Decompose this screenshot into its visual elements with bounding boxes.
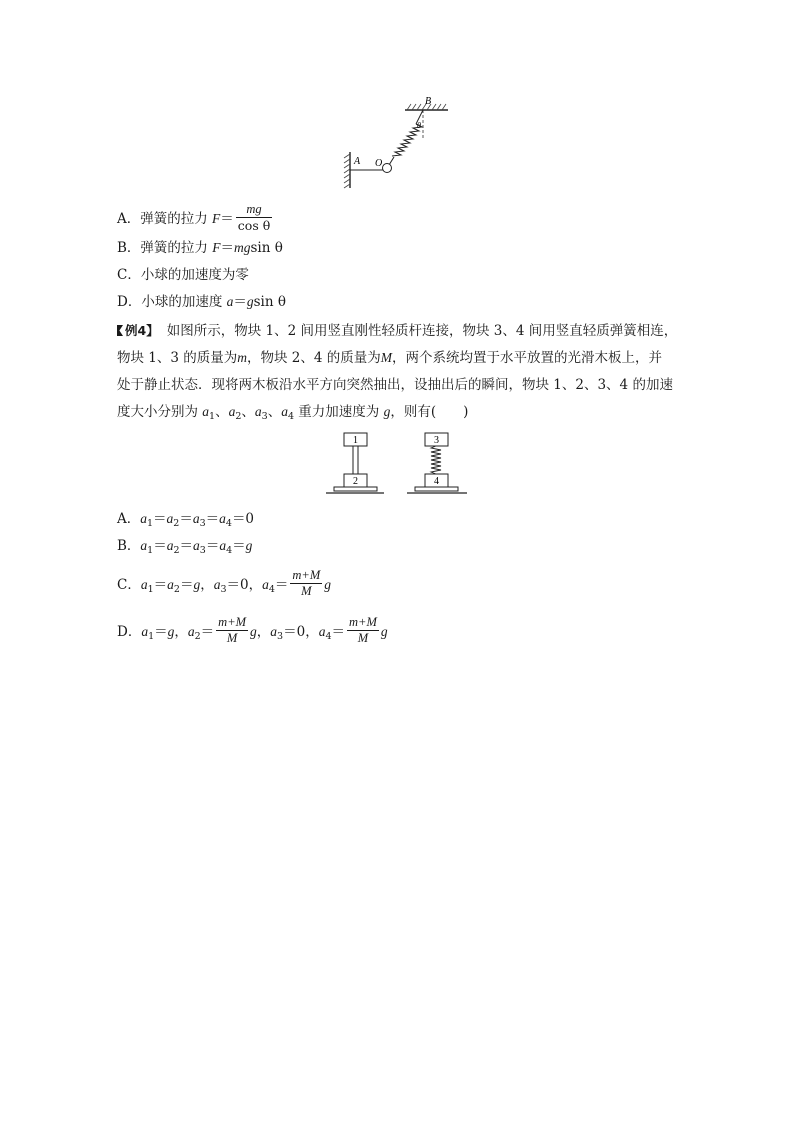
label-o: O <box>375 158 383 169</box>
q2-option-a: A．$a_1=a_2=a_3=a_4=0$ <box>117 511 255 529</box>
block-2: 2 <box>353 476 358 487</box>
q2-option-d: D．$a_1=g$，$a_2=$ $\frac{m+M}{M}$ g，$a_3=0$，$a_4=$ $\frac{m+M}{M}$ g <box>117 615 388 645</box>
spring-ball-figure <box>340 92 455 190</box>
example4-line2: 物块 1、3 的质量为m，物块 2、4 的质量为M，两个系统均置于水平放置的光滑木板上，并 <box>117 350 663 366</box>
example-tag: 例4】 <box>117 322 159 340</box>
q1-option-b: B．弹簧的拉力 F＝mgsin θ <box>117 240 283 256</box>
example4-line1: 例4】 如图所示，物块 1、2 间用竖直刚性轻质杆连接，物块 3、4 间用竖直轻质弹簧相连， <box>117 322 677 340</box>
q1-option-a: A．弹簧的拉力 F＝ $\frac{mg}{\text{cos θ}}$ <box>117 202 271 233</box>
block-3: 3 <box>434 435 439 446</box>
q2-option-c: C．$a_1=a_2=g$，$a_3=0$，$a_4=$ $\frac{m+M}{M}$ g <box>117 568 331 598</box>
block-1: 1 <box>353 435 358 446</box>
label-b: B <box>425 96 432 107</box>
q1-option-c: C．小球的加速度为零 <box>117 267 249 283</box>
label-theta: θ <box>417 121 421 130</box>
block-4: 4 <box>434 476 439 487</box>
q2-option-b: B．$a_1=a_2=a_3=a_4=g$ <box>117 538 253 556</box>
label-a: A <box>354 156 361 167</box>
q1-option-d: D．小球的加速度 a＝gsin θ <box>117 294 286 310</box>
blocks-figure <box>322 430 472 498</box>
example4-line3: 处于静止状态．现将两木板沿水平方向突然抽出，设抽出后的瞬间，物块 1、2、3、4 的加速 <box>117 377 673 393</box>
example4-line4: 度大小分别为 $a_1$、$a_2$、$a_3$、$a_4$ 重力加速度为 g，则有( ) <box>117 404 469 422</box>
